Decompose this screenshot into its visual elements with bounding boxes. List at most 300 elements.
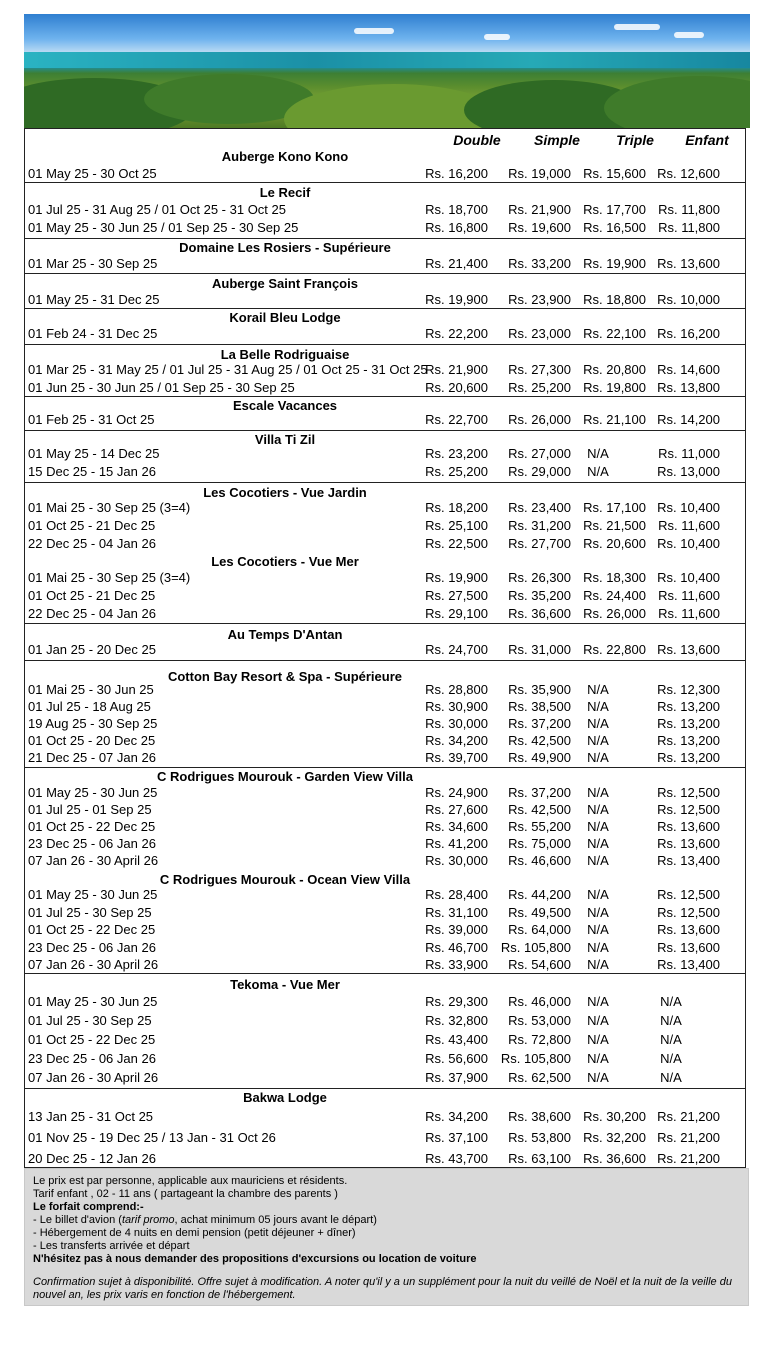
period-dates: 01 Mai 25 - 30 Sep 25 (3=4)	[28, 500, 191, 515]
price-double: Rs. 22,700	[425, 412, 488, 427]
period-dates: 21 Dec 25 - 07 Jan 26	[28, 750, 156, 765]
price-enfant: Rs. 13,600	[657, 256, 720, 271]
price-double: Rs. 30,000	[425, 716, 488, 731]
price-simple: Rs. 26,300	[508, 570, 571, 585]
price-simple: Rs. 44,200	[508, 887, 571, 902]
column-header-double: Double	[453, 132, 501, 148]
price-triple: N/A	[587, 682, 609, 697]
period-dates: 01 Jul 25 - 31 Aug 25 / 01 Oct 25 - 31 Oct 25	[28, 202, 286, 217]
hotel-name-text: Au Temps D'Antan	[227, 627, 343, 642]
price-enfant: Rs. 13,200	[657, 750, 720, 765]
price-double: Rs. 27,500	[425, 588, 488, 603]
price-simple: Rs. 35,900	[508, 682, 571, 697]
price-double: Rs. 32,800	[425, 1013, 488, 1028]
includes-title: Le forfait comprend:-	[33, 1201, 144, 1213]
price-double: Rs. 30,900	[425, 699, 488, 714]
hotel-name-text: Le Recif	[259, 185, 311, 200]
period-dates: 19 Aug 25 - 30 Sep 25	[28, 716, 158, 731]
price-double: Rs. 34,200	[425, 733, 488, 748]
price-double: Rs. 16,200	[425, 166, 488, 181]
price-double: Rs. 25,100	[425, 518, 488, 533]
include-transfers: - Les transferts arrivée et départ	[33, 1240, 190, 1252]
period-dates: 01 Nov 25 - 19 Dec 25 / 13 Jan - 31 Oct 26	[28, 1130, 276, 1145]
price-simple: Rs. 46,000	[508, 994, 571, 1009]
rate-row	[28, 446, 746, 463]
hotel-name	[24, 1090, 746, 1105]
hotel-name-text: C Rodrigues Mourouk - Ocean View Villa	[159, 872, 411, 887]
hotel-name-text: Auberge Saint François	[212, 276, 358, 291]
price-simple: Rs. 42,500	[508, 802, 571, 817]
price-enfant: Rs. 10,400	[657, 570, 720, 585]
price-simple: Rs. 35,200	[508, 588, 571, 603]
period-dates: 01 Oct 25 - 20 Dec 25	[28, 733, 156, 748]
hotel-name-text: Cotton Bay Resort & Spa - Supérieure	[167, 669, 403, 684]
disclaimer: Confirmation sujet à disponibilité. Offre sujet à modification. A noter qu'il y a un supplément pour la nuit du veillé de Noël et la nuit de la veille du nouvel an, les prix varis en fonction de l'hébergement.	[33, 1276, 732, 1301]
price-enfant: Rs. 21,200	[657, 1151, 720, 1166]
rate-row	[28, 202, 746, 219]
price-double: Rs. 16,800	[425, 220, 488, 235]
period-dates: 01 Jul 25 - 30 Sep 25	[28, 905, 152, 920]
price-triple: N/A	[587, 802, 609, 817]
price-enfant: Rs. 11,600	[658, 606, 720, 621]
period-dates: 01 Mar 25 - 30 Sep 25	[28, 256, 158, 271]
period-dates: 20 Dec 25 - 12 Jan 26	[28, 1151, 156, 1166]
rate-row	[28, 220, 746, 237]
row-divider	[24, 396, 746, 397]
period-dates: 01 Feb 25 - 31 Oct 25	[28, 412, 155, 427]
price-triple: N/A	[587, 446, 609, 461]
price-triple: N/A	[587, 750, 609, 765]
price-enfant: Rs. 16,200	[657, 326, 720, 341]
price-simple: Rs. 105,800	[500, 1051, 571, 1066]
price-triple: N/A	[587, 699, 609, 714]
note-price-basis: Le prix est par personne, applicable aux mauriciens et résidents.	[33, 1175, 348, 1187]
hotel-name-text: Korail Bleu Lodge	[229, 310, 341, 325]
price-enfant: N/A	[660, 1032, 682, 1047]
period-dates: 07 Jan 26 - 30 April 26	[28, 957, 159, 972]
price-double: Rs. 30,000	[425, 853, 488, 868]
hotel-name	[24, 485, 746, 500]
price-double: Rs. 23,200	[425, 446, 488, 461]
price-double: Rs. 29,100	[425, 606, 488, 621]
price-triple: Rs. 32,200	[583, 1130, 646, 1145]
rate-row	[28, 802, 746, 819]
hotel-name	[24, 347, 746, 362]
period-dates: 01 Jul 25 - 18 Aug 25	[28, 699, 151, 714]
period-dates: 13 Jan 25 - 31 Oct 25	[28, 1109, 154, 1124]
price-double: Rs. 18,700	[425, 202, 488, 217]
price-simple: Rs. 31,200	[508, 518, 571, 533]
price-triple: N/A	[587, 994, 609, 1009]
rate-row	[28, 1151, 746, 1168]
price-double: Rs. 27,600	[425, 802, 488, 817]
period-dates: 01 Jan 25 - 20 Dec 25	[28, 642, 156, 657]
rate-row	[28, 536, 746, 553]
period-dates: 15 Dec 25 - 15 Jan 26	[28, 464, 156, 479]
price-enfant: Rs. 14,200	[657, 412, 720, 427]
price-triple: Rs. 16,500	[583, 220, 646, 235]
excursions-call-to-action: N'hésitez pas à nous demander des propositions d'excursions ou location de voiture	[33, 1253, 477, 1265]
rate-row	[28, 642, 746, 659]
rate-row	[28, 716, 746, 733]
row-divider	[24, 1088, 746, 1089]
price-simple: Rs. 23,000	[508, 326, 571, 341]
period-dates: 01 Jul 25 - 01 Sep 25	[28, 802, 152, 817]
price-simple: Rs. 105,800	[500, 940, 571, 955]
price-simple: Rs. 36,600	[508, 606, 571, 621]
price-simple: Rs. 64,000	[508, 922, 571, 937]
price-triple: Rs. 20,600	[583, 536, 646, 551]
rate-row	[28, 1032, 746, 1049]
price-simple: Rs. 37,200	[508, 785, 571, 800]
price-triple: N/A	[587, 733, 609, 748]
price-simple: Rs. 19,600	[508, 220, 571, 235]
hotel-name	[24, 554, 746, 569]
period-dates: 01 Oct 25 - 21 Dec 25	[28, 518, 156, 533]
price-enfant: N/A	[660, 1051, 682, 1066]
column-header-triple: Triple	[616, 132, 654, 148]
cloud-shape	[674, 32, 704, 38]
price-enfant: Rs. 11,600	[658, 518, 720, 533]
rate-row	[28, 1051, 746, 1068]
price-double: Rs. 29,300	[425, 994, 488, 1009]
price-double: Rs. 37,100	[425, 1130, 488, 1145]
rate-row	[28, 1013, 746, 1030]
rate-row	[28, 362, 746, 379]
price-double: Rs. 46,700	[425, 940, 488, 955]
price-simple: Rs. 33,200	[508, 256, 571, 271]
price-double: Rs. 39,700	[425, 750, 488, 765]
price-enfant: Rs. 21,200	[657, 1109, 720, 1124]
price-triple: N/A	[587, 464, 609, 479]
price-simple: Rs. 49,500	[508, 905, 571, 920]
price-enfant: Rs. 13,600	[657, 836, 720, 851]
price-simple: Rs. 72,800	[508, 1032, 571, 1047]
price-simple: Rs. 38,500	[508, 699, 571, 714]
price-simple: Rs. 63,100	[508, 1151, 571, 1166]
period-dates: 01 May 25 - 30 Jun 25 / 01 Sep 25 - 30 Sep 25	[28, 220, 299, 235]
cloud-shape	[614, 24, 660, 30]
price-double: Rs. 20,600	[425, 380, 488, 395]
price-simple: Rs. 25,200	[508, 380, 571, 395]
price-simple: Rs. 53,800	[508, 1130, 571, 1145]
rate-row	[28, 940, 746, 957]
rate-row	[28, 606, 746, 623]
price-simple: Rs. 46,600	[508, 853, 571, 868]
price-double: Rs. 56,600	[425, 1051, 488, 1066]
hotel-name	[24, 769, 746, 784]
price-simple: Rs. 38,600	[508, 1109, 571, 1124]
price-enfant: Rs. 13,400	[657, 853, 720, 868]
price-enfant: Rs. 12,500	[657, 887, 720, 902]
rate-row	[28, 957, 746, 974]
cloud-shape	[354, 28, 394, 34]
rate-row	[28, 292, 746, 309]
price-enfant: N/A	[660, 994, 682, 1009]
rate-row	[28, 750, 746, 767]
row-divider	[24, 308, 746, 309]
hotel-name	[24, 627, 746, 642]
hotel-name-text: Escale Vacances	[232, 398, 338, 413]
price-enfant: N/A	[660, 1013, 682, 1028]
price-triple: Rs. 22,100	[583, 326, 646, 341]
price-simple: Rs. 19,000	[508, 166, 571, 181]
price-double: Rs. 28,800	[425, 682, 488, 697]
price-triple: Rs. 22,800	[583, 642, 646, 657]
row-divider	[24, 623, 746, 624]
hotel-name	[24, 276, 746, 291]
price-triple: N/A	[587, 887, 609, 902]
price-simple: Rs. 55,200	[508, 819, 571, 834]
price-enfant: N/A	[660, 1070, 682, 1085]
period-dates: 01 May 25 - 30 Oct 25	[28, 166, 157, 181]
rate-row	[28, 994, 746, 1011]
price-enfant: Rs. 13,400	[657, 957, 720, 972]
sea-strip	[24, 52, 750, 68]
price-simple: Rs. 37,200	[508, 716, 571, 731]
period-dates: 01 Oct 25 - 22 Dec 25	[28, 1032, 156, 1047]
period-dates: 01 Jul 25 - 30 Sep 25	[28, 1013, 152, 1028]
price-simple: Rs. 62,500	[508, 1070, 571, 1085]
price-triple: N/A	[587, 836, 609, 851]
hotel-name-text: Domaine Les Rosiers - Supérieure	[179, 240, 391, 255]
price-simple: Rs. 27,700	[508, 536, 571, 551]
price-double: Rs. 43,400	[425, 1032, 488, 1047]
row-divider	[24, 767, 746, 768]
price-enfant: Rs. 12,500	[657, 785, 720, 800]
include-flight-a: - Le billet d'avion (	[33, 1214, 122, 1226]
price-enfant: Rs. 12,500	[657, 802, 720, 817]
price-enfant: Rs. 10,400	[657, 500, 720, 515]
price-double: Rs. 41,200	[425, 836, 488, 851]
price-double: Rs. 19,900	[425, 292, 488, 307]
rate-row	[28, 922, 746, 939]
price-simple: Rs. 53,000	[508, 1013, 571, 1028]
price-triple: N/A	[587, 957, 609, 972]
price-enfant: Rs. 12,300	[657, 682, 720, 697]
rate-row	[28, 588, 746, 605]
price-simple: Rs. 42,500	[508, 733, 571, 748]
hotel-name	[24, 240, 746, 255]
hotel-name-text: Tekoma - Vue Mer	[230, 977, 340, 992]
price-simple: Rs. 23,900	[508, 292, 571, 307]
price-enfant: Rs. 13,600	[657, 922, 720, 937]
row-divider	[24, 273, 746, 274]
row-divider	[24, 238, 746, 239]
price-simple: Rs. 75,000	[508, 836, 571, 851]
period-dates: 01 Jun 25 - 30 Jun 25 / 01 Sep 25 - 30 Sep 25	[28, 380, 295, 395]
price-enfant: Rs. 21,200	[657, 1130, 720, 1145]
price-double: Rs. 19,900	[425, 570, 488, 585]
price-triple: Rs. 21,100	[583, 412, 646, 427]
period-dates: 01 May 25 - 31 Dec 25	[28, 292, 160, 307]
footer-notes	[24, 1168, 749, 1306]
price-enfant: Rs. 10,400	[657, 536, 720, 551]
price-triple: N/A	[587, 940, 609, 955]
period-dates: 01 May 25 - 30 Jun 25	[28, 785, 158, 800]
price-enfant: Rs. 13,800	[657, 380, 720, 395]
price-double: Rs. 33,900	[425, 957, 488, 972]
price-triple: N/A	[587, 1051, 609, 1066]
rate-row	[28, 836, 746, 853]
row-divider	[24, 973, 746, 974]
include-accommodation: - Hébergement de 4 nuits en demi pension (petit déjeuner + dîner)	[33, 1227, 356, 1239]
rate-row	[28, 733, 746, 750]
price-simple: Rs. 31,000	[508, 642, 571, 657]
price-triple: Rs. 36,600	[583, 1151, 646, 1166]
price-enfant: Rs. 11,000	[658, 446, 720, 461]
price-enfant: Rs. 13,000	[657, 464, 720, 479]
period-dates: 01 Oct 25 - 21 Dec 25	[28, 588, 156, 603]
price-double: Rs. 34,600	[425, 819, 488, 834]
period-dates: 01 Oct 25 - 22 Dec 25	[28, 922, 156, 937]
price-triple: Rs. 19,800	[583, 380, 646, 395]
period-dates: 01 Feb 24 - 31 Dec 25	[28, 326, 158, 341]
rate-row	[28, 819, 746, 836]
period-dates: 01 Mai 25 - 30 Jun 25	[28, 682, 154, 697]
price-enfant: Rs. 11,800	[658, 220, 720, 235]
rate-row	[28, 256, 746, 273]
price-double: Rs. 39,000	[425, 922, 488, 937]
price-enfant: Rs. 11,600	[658, 588, 720, 603]
rate-row	[28, 412, 746, 429]
price-enfant: Rs. 12,600	[657, 166, 720, 181]
price-simple: Rs. 49,900	[508, 750, 571, 765]
hotel-name	[24, 149, 746, 164]
price-double: Rs. 34,200	[425, 1109, 488, 1124]
hotel-name	[24, 977, 746, 992]
price-triple: Rs. 18,300	[583, 570, 646, 585]
price-double: Rs. 25,200	[425, 464, 488, 479]
price-triple: Rs. 15,600	[583, 166, 646, 181]
landscape-banner	[24, 14, 750, 128]
price-simple: Rs. 21,900	[508, 202, 571, 217]
price-double: Rs. 21,400	[425, 256, 488, 271]
period-dates: 23 Dec 25 - 06 Jan 26	[28, 940, 156, 955]
price-enfant: Rs. 13,600	[657, 642, 720, 657]
include-flight-c: , achat minimum 05 jours avant le départ)	[174, 1214, 377, 1226]
price-double: Rs. 43,700	[425, 1151, 488, 1166]
period-dates: 22 Dec 25 - 04 Jan 26	[28, 536, 156, 551]
rate-row	[28, 500, 746, 517]
price-double: Rs. 22,500	[425, 536, 488, 551]
row-divider	[24, 430, 746, 431]
price-enfant: Rs. 14,600	[657, 362, 720, 377]
row-divider	[24, 482, 746, 483]
price-triple: Rs. 19,900	[583, 256, 646, 271]
period-dates: 01 May 25 - 30 Jun 25	[28, 994, 158, 1009]
row-divider	[24, 660, 746, 661]
rate-row	[28, 380, 746, 397]
price-enfant: Rs. 13,200	[657, 733, 720, 748]
price-enfant: Rs. 13,600	[657, 819, 720, 834]
price-double: Rs. 21,900	[425, 362, 488, 377]
period-dates: 07 Jan 26 - 30 April 26	[28, 1070, 159, 1085]
column-header-enfant: Enfant	[685, 132, 729, 148]
include-flight-promo: tarif promo	[121, 1214, 175, 1226]
period-dates: 07 Jan 26 - 30 April 26	[28, 853, 159, 868]
period-dates: 01 May 25 - 30 Jun 25	[28, 887, 158, 902]
price-triple: N/A	[587, 1032, 609, 1047]
price-triple: Rs. 21,500	[583, 518, 646, 533]
price-double: Rs. 22,200	[425, 326, 488, 341]
row-divider	[24, 344, 746, 345]
price-simple: Rs. 29,000	[508, 464, 571, 479]
hotel-name	[24, 398, 746, 413]
price-triple: Rs. 18,800	[583, 292, 646, 307]
rate-row	[28, 699, 746, 716]
rate-row	[28, 166, 746, 183]
price-simple: Rs. 26,000	[508, 412, 571, 427]
rate-row	[28, 905, 746, 922]
price-triple: Rs. 20,800	[583, 362, 646, 377]
rate-row	[28, 682, 746, 699]
price-triple: N/A	[587, 1013, 609, 1028]
period-dates: 01 Mai 25 - 30 Sep 25 (3=4)	[28, 570, 191, 585]
price-triple: Rs. 26,000	[583, 606, 646, 621]
price-double: Rs. 18,200	[425, 500, 488, 515]
price-enfant: Rs. 13,600	[657, 940, 720, 955]
hotel-name	[24, 310, 746, 325]
period-dates: 23 Dec 25 - 06 Jan 26	[28, 836, 156, 851]
hotel-name-text: Villa Ti Zil	[254, 432, 316, 447]
period-dates: 23 Dec 25 - 06 Jan 26	[28, 1051, 156, 1066]
hotel-name-text: Les Cocotiers - Vue Jardin	[203, 485, 367, 500]
price-triple: Rs. 30,200	[583, 1109, 646, 1124]
rate-row	[28, 785, 746, 802]
price-triple: N/A	[587, 785, 609, 800]
price-triple: N/A	[587, 905, 609, 920]
hotel-name	[24, 872, 746, 887]
price-double: Rs. 31,100	[425, 905, 488, 920]
hotel-name	[24, 185, 746, 200]
rate-row	[28, 518, 746, 535]
price-triple: N/A	[587, 922, 609, 937]
period-dates: 01 Mar 25 - 31 May 25 / 01 Jul 25 - 31 Aug 25 / 01 Oct 25 - 31 Oct 25	[28, 362, 428, 377]
price-enfant: Rs. 13,200	[657, 699, 720, 714]
price-triple: Rs. 17,100	[583, 500, 646, 515]
period-dates: 22 Dec 25 - 04 Jan 26	[28, 606, 156, 621]
rate-row	[28, 853, 746, 870]
hotel-name-text: Les Cocotiers - Vue Mer	[211, 554, 359, 569]
price-double: Rs. 24,700	[425, 642, 488, 657]
price-enfant: Rs. 11,800	[658, 202, 720, 217]
rate-row	[28, 1130, 746, 1147]
price-enfant: Rs. 10,000	[657, 292, 720, 307]
price-double: Rs. 28,400	[425, 887, 488, 902]
price-simple: Rs. 27,000	[508, 446, 571, 461]
hill-shape	[604, 76, 750, 128]
rate-row	[28, 887, 746, 904]
hotel-name-text: C Rodrigues Mourouk - Garden View Villa	[157, 769, 413, 784]
row-divider	[24, 182, 746, 183]
hotel-name-text: La Belle Rodriguaise	[220, 347, 350, 362]
rate-row	[28, 1109, 746, 1126]
rate-row	[28, 464, 746, 481]
price-double: Rs. 24,900	[425, 785, 488, 800]
price-triple: N/A	[587, 819, 609, 834]
price-simple: Rs. 27,300	[508, 362, 571, 377]
price-triple: N/A	[587, 1070, 609, 1085]
period-dates: 01 May 25 - 14 Dec 25	[28, 446, 160, 461]
hotel-name-text: Bakwa Lodge	[243, 1090, 327, 1105]
rate-row	[28, 570, 746, 587]
price-simple: Rs. 54,600	[508, 957, 571, 972]
price-enfant: Rs. 13,200	[657, 716, 720, 731]
price-triple: Rs. 24,400	[583, 588, 646, 603]
hotel-name	[24, 432, 746, 447]
rate-row	[28, 326, 746, 343]
